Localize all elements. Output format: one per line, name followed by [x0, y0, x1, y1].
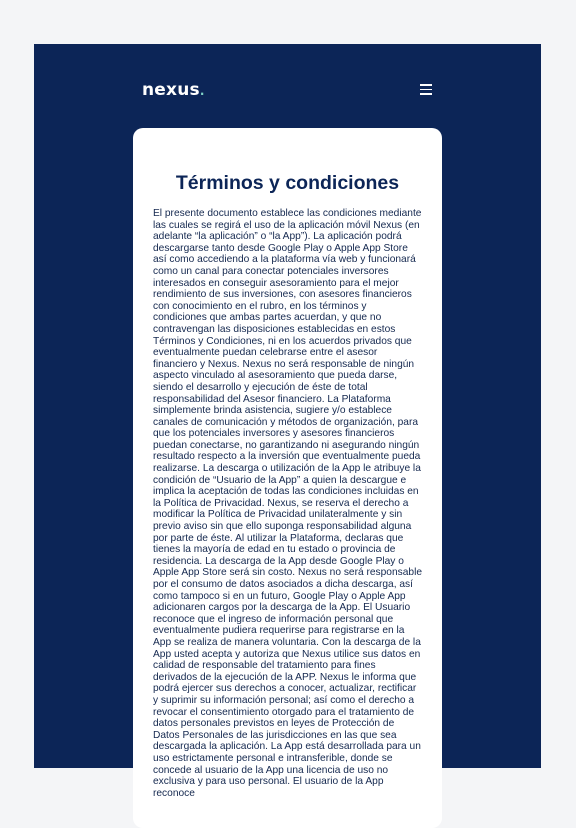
app-frame — [34, 44, 541, 799]
terms-card — [133, 128, 442, 828]
terms-body-text: El presente documento establece las condiciones mediante las cuales se regirá el uso de la aplicación móvil Nexus (en adelante “la aplicación” o “la App”). La aplicación podrá descargarse tanto desde Google Play o Apple App Store así como accediendo a la plataforma vía web y funcionará como un canal para conectar potenciales inversores interesados en conseguir asesoramiento para el mejor rendimiento de sus inversiones, con asesores financieros con conocimiento en el rubro, en los términos y condiciones que ambas partes acuerdan, y que no contravengan las disposiciones establecidas en estos Términos y Condiciones, ni en los acuerdos privados que eventualmente puedan celebrarse entre el asesor financiero y Nexus. Nexus no será responsable de ningún aspecto vinculado al asesoramiento que pueda darse, siendo el desarrollo y ejecución de éste de total responsabilidad del Asesor financiero. La Plataforma simplemente brinda asistencia, sugiere y/o establece canales de comunicación y métodos de organización, para que los potenciales inversores y asesores financieros puedan conectarse, no garantizando ni asegurando ningún resultado respecto a la inversión que eventualmente pueda realizarse. La descarga o utilización de la App le atribuye la condición de “Usuario de la App” a quien la descargue e implica la aceptación de todas las condiciones incluidas en la Política de Privacidad. Nexus, se reserva el derecho a modificar la Política de Privacidad unilateralmente y sin previo aviso sin que ello suponga responsabilidad alguna por parte de éste. Al utilizar la Plataforma, declaras que tienes la mayoría de edad en tu estado o provincia de residencia. La descarga de la App desde Google Play o Apple App Store será sin costo. Nexus no será responsable por el consumo de datos asociados a dicha descarga, así como tampoco si en un futuro, Google Play o Apple App adicionaren cargos por la descarga de la App. El Usuario reconoce que el ingreso de información personal que eventualmente pudiera requerirse para registrarse en la App se realiza de manera voluntaria. Con la descarga de la App usted acepta y autoriza que Nexus utilice sus datos en calidad de responsable del tratamiento para fines derivados de la ejecución de la APP. Nexus le informa que podrá ejercer sus derechos a conocer, actualizar, rectificar y suprimir su información personal; así como el derecho a revocar el consentimiento otorgado para el tratamiento de datos personales previstos en leyes de Protección de Datos Personales de las jurisdicciones en las que sea descargada la aplicación. La App está desarrollada para un uso estrictamente personal e intransferible, donde se concede al usuario de la App una licencia de uso no exclusiva y para uso personal. El usuario de la App reconoce — [153, 208, 422, 799]
menu-line — [420, 84, 432, 86]
app-header — [34, 44, 541, 136]
nexus-logo[interactable] — [142, 80, 205, 100]
page-title: Términos y condiciones — [175, 172, 400, 194]
menu-line — [420, 89, 432, 91]
logo-mark: . — [199, 84, 205, 98]
logo-text: nexus — [142, 80, 200, 100]
menu-line — [420, 93, 432, 95]
hamburger-menu-icon[interactable] — [420, 84, 432, 96]
